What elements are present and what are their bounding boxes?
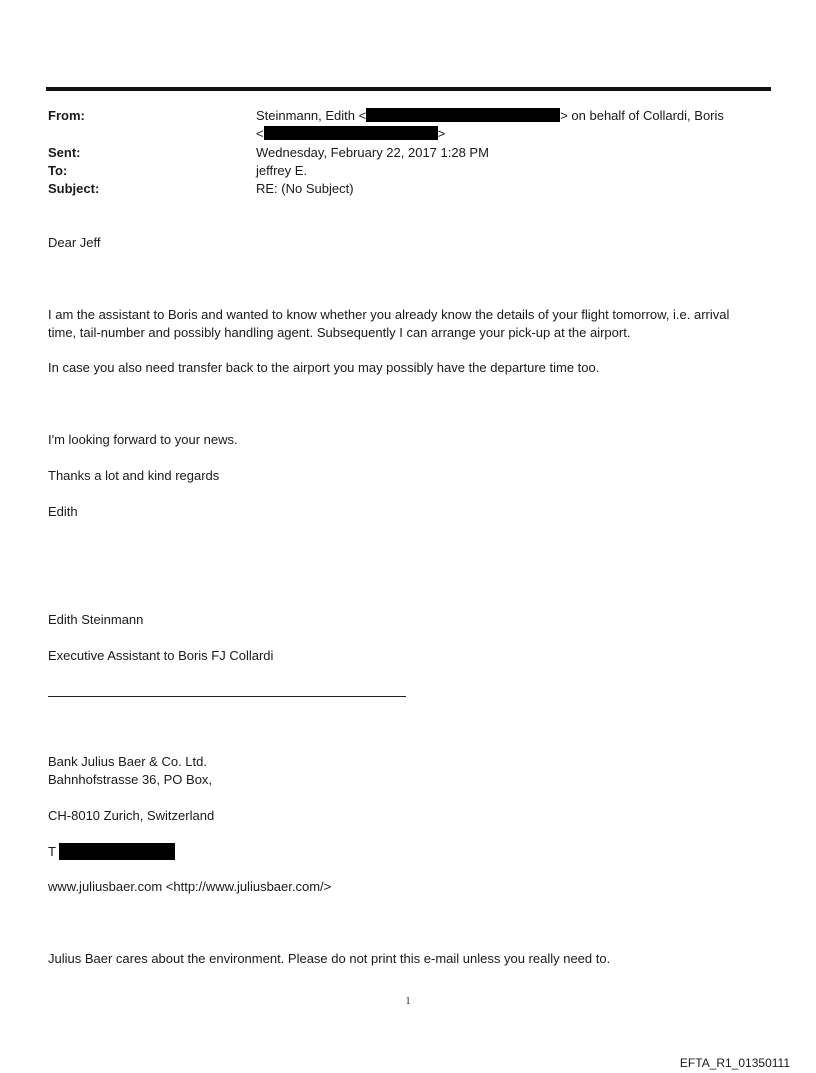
- phone-prefix: T: [48, 844, 56, 859]
- signoff: Edith: [48, 504, 78, 519]
- header-top-rule: [46, 87, 771, 91]
- body-paragraph-1-line-2: time, tail-number and possibly handling agent. Subsequently I can arrange your pick-up at the airport.: [48, 325, 631, 340]
- website-link[interactable]: www.juliusbaer.com <http://www.juliusbaer.com/>: [48, 879, 332, 894]
- redaction-box: [264, 126, 438, 140]
- company-name: Bank Julius Baer & Co. Ltd.: [48, 754, 207, 769]
- body-paragraph-3: I'm looking forward to your news.: [48, 432, 238, 447]
- body-paragraph-4: Thanks a lot and kind regards: [48, 468, 220, 483]
- angle-open: <: [256, 126, 264, 141]
- subject-label: Subject:: [48, 181, 100, 196]
- subject-value: RE: (No Subject): [256, 181, 354, 196]
- signature-title: Executive Assistant to Boris FJ Collardi: [48, 648, 274, 663]
- angle-close: >: [437, 126, 446, 141]
- body-paragraph-2: In case you also need transfer back to the airport you may possibly have the departure time too.: [48, 360, 600, 375]
- phone-line: [48, 843, 778, 861]
- company-city: CH-8010 Zurich, Switzerland: [48, 808, 215, 823]
- greeting: Dear Jeff: [48, 235, 101, 250]
- from-suffix: > on behalf of Collardi, Boris: [560, 108, 724, 123]
- signature-name: Edith Steinmann: [48, 612, 144, 627]
- from-label: From:: [48, 108, 85, 123]
- body-paragraph-1-line-1: I am the assistant to Boris and wanted to know whether you already know the details of your flight tomorrow, i.e. arrival: [48, 307, 730, 322]
- sent-value: Wednesday, February 22, 2017 1:28 PM: [256, 145, 489, 160]
- from-value-line2: [256, 125, 445, 143]
- page-number: 1: [405, 996, 411, 1007]
- to-value: jeffrey E.: [256, 163, 308, 178]
- to-label: To:: [48, 163, 68, 178]
- company-street: Bahnhofstrasse 36, PO Box,: [48, 772, 213, 787]
- signature-divider: [48, 696, 406, 697]
- from-name: Steinmann, Edith <: [256, 108, 367, 123]
- document-reference: EFTA_R1_01350111: [679, 1056, 790, 1070]
- environment-disclaimer: Julius Baer cares about the environment. Please do not print this e-mail unless you really need to.: [48, 951, 611, 966]
- sent-label: Sent:: [48, 145, 81, 160]
- from-value: [256, 107, 724, 125]
- redaction-box: [366, 108, 560, 122]
- redaction-box: [59, 843, 175, 860]
